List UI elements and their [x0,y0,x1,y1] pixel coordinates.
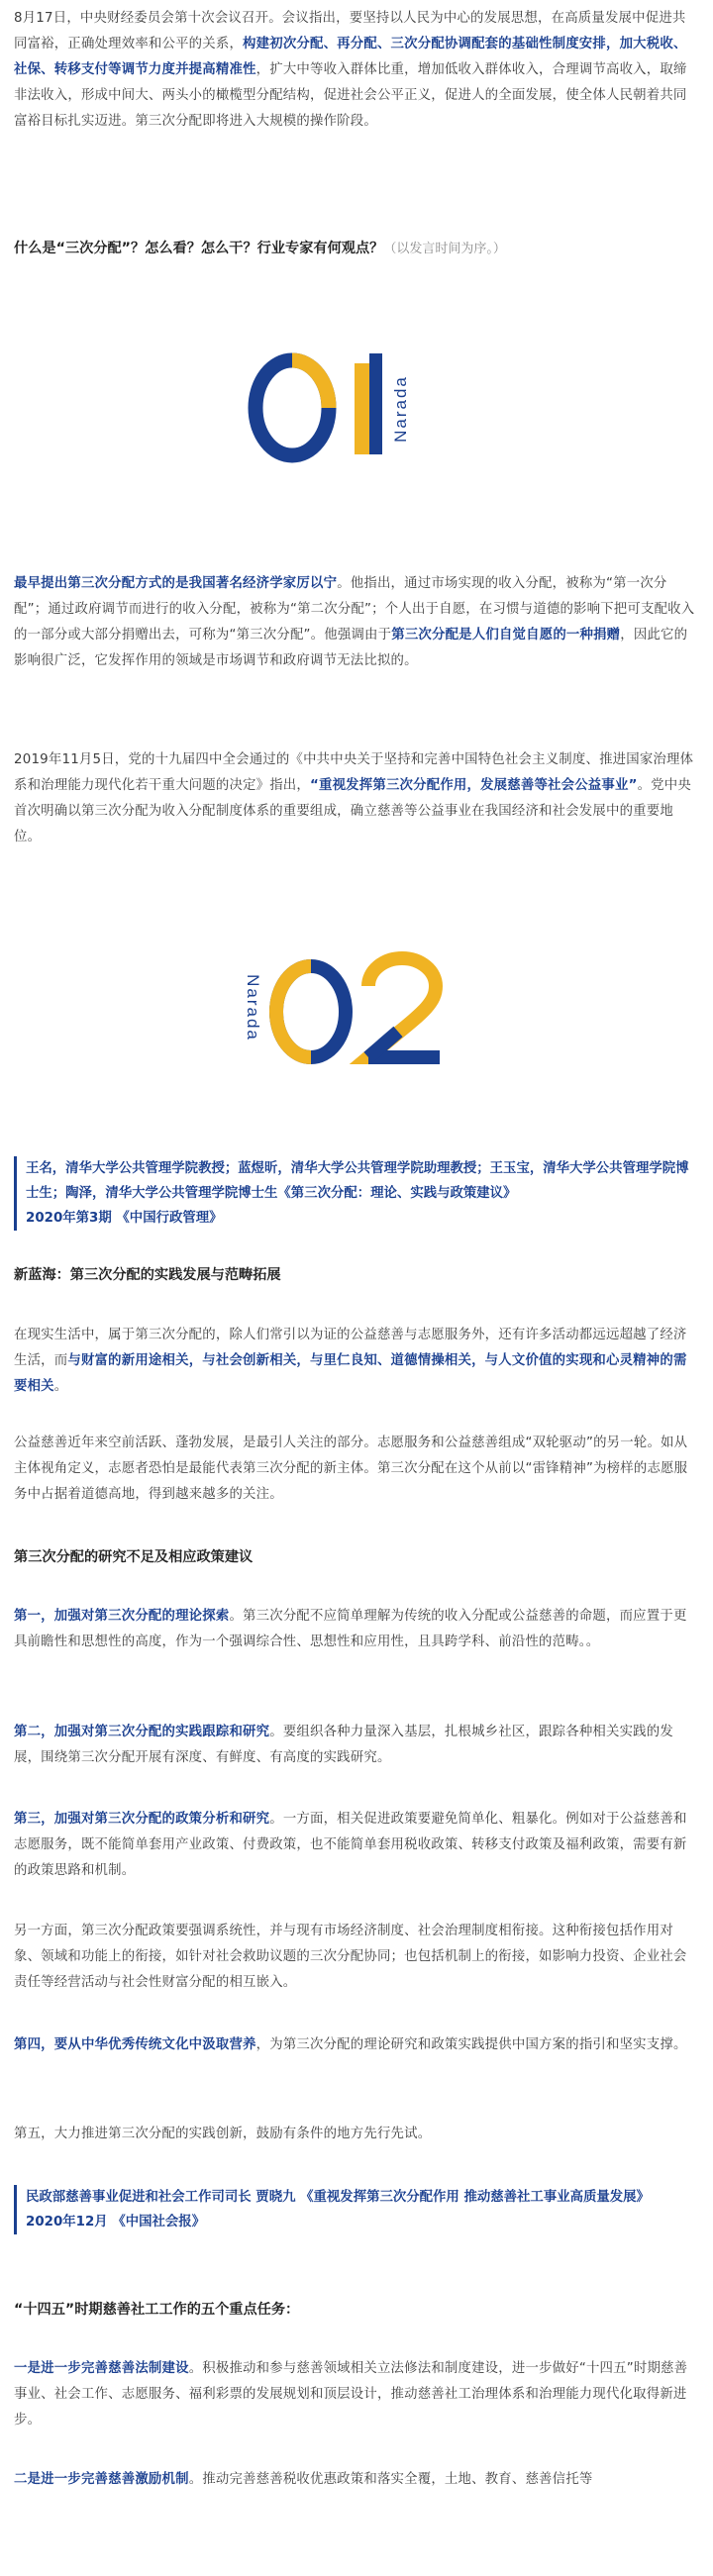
section5-heading: “十四五”时期慈善社工工作的五个重点任务： [14,2302,300,2318]
task-item-2-title: 二是进一步完善慈善激励机制 [14,2472,189,2487]
section-logo-02 [230,948,467,1077]
policy-item-4: 第四，要从中华优秀传统文化中汲取营养，为第三次分配的理论研究和政策实践提供中国方案的指引和坚实支撑。 [14,2037,687,2052]
section-logo-01 [238,342,475,470]
logo-02-brand: Narada [244,974,262,1041]
source-citation-1 [14,1156,697,1231]
source-citation-2-title: 民政部慈善事业促进和社会工作司司长 贾晓九 《重视发挥第三次分配作用 推动慈善社工事业高质量发展》 [26,2190,650,2205]
source-citation-2-publication: 2020年12月 《中国社会报》 [26,2215,206,2229]
source-citation-1-authors: 王名，清华大学公共管理学院教授；蓝煜昕，清华大学公共管理学院助理教授；王玉宝，清华大学公共管理学院博士生；陶泽，清华大学公共管理学院博士生《第三次分配：理论、实践与政策建议》 [26,1161,689,1201]
policy-item-4-title: 第四，要从中华优秀传统文化中汲取营养 [14,2037,256,2052]
policy-item-5: 第五，大力推进第三次分配的实践创新，鼓励有条件的地方先行先试。 [14,2127,432,2141]
policy-paragraph-4: 另一方面，第三次分配政策要强调系统性，并与现有市场经济制度、社会治理制度相衔接。这种衔接包括作用对象、领域和功能上的衔接，如针对社会救助议题的三次分配协同；也包括机制上的衔接，如影响力投资、企业社会责任等经营活动与社会性财富分配的相互嵌入。 [14,1924,687,1990]
task-item-2: 二是进一步完善慈善激励机制。推动完善慈善税收优惠政策和落实全覆，土地、教育、慈善信托等 [14,2472,593,2487]
policy-item-2-title: 第二，加强对第三次分配的实践跟踪和研究 [14,1725,270,1739]
policy-item-1-title: 第一，加强对第三次分配的理论探索 [14,1609,230,1624]
task-item-1-title: 一是进一步完善慈善法制建设 [14,2361,189,2376]
section2-paragraph: 2019年11月5日，党的十九届四中全会通过的《中共中央关于坚持和完善中国特色社会主义制度、推进国家治理体系和治理能力现代化若干重大问题的决定》指出，“重视发挥第三次分配作用，发展慈善等社会公益事业”。党中央首次明确以第三次分配为收入分配制度体系的重要组成，确立慈善等公益事业在我国经济和社会发展中的重要地位。 [14,752,694,844]
policy-item-2: 第二，加强对第三次分配的实践跟踪和研究。要组织各种力量深入基层，扎根城乡社区，跟踪各种相关实践的发展，围绕第三次分配开展有深度、有鲜度、有高度的实践研究。 [14,1725,673,1765]
logo-02-graphic [230,948,467,1077]
source-citation-2 [14,2185,697,2234]
section4-heading: 第三次分配的研究不足及相应政策建议 [14,1549,254,1565]
section3-paragraph-2: 公益慈善近年来空前活跃、蓬勃发展，是最引人关注的部分。志愿服务和公益慈善组成“双轮驱动”的另一轮。如从主体视角定义，志愿者恐怕是最能代表第三次分配的新主体。第三次分配在这个从前以“雷锋精神”为榜样的志愿服务中占据着道德高地，得到越来越多的关注。 [14,1436,688,1502]
section3-paragraph-1: 在现实生活中，属于第三次分配的，除人们常引以为证的公益慈善与志愿服务外，还有许多活动都远远超越了经济生活，而与财富的新用途相关，与社会创新相关，与里仁良知、道德情操相关，与人文价值的实现和心灵精神的需要相关。 [14,1328,687,1394]
logo-01-brand: Narada [391,375,410,443]
section1-paragraph: 最早提出第三次分配方式的是我国著名经济学家厉以宁。他指出，通过市场实现的收入分配，被称为“第一次分配”；通过政府调节而进行的收入分配，被称为“第二次分配”；个人出于自愿，在习惯与道德的影响下把可支配收入的一部分或大部分捐赠出去，可称为“第三次分配”。他强调由于第三次分配是人们自觉自愿的一种捐赠，因此它的影响很广泛，它发挥作用的领域是市场调节和政府调节无法比拟的。 [14,576,695,668]
logo-01-graphic [238,342,475,470]
section1-highlight-2: 第三次分配是人们自觉自愿的一种捐赠 [391,628,621,643]
section2-highlight: “重视发挥第三次分配作用，发展慈善等社会公益事业” [310,778,638,793]
section1-highlight-1: 最早提出第三次分配方式的是我国著名经济学家厉以宁 [14,576,338,591]
intro-highlight: 构建初次分配、再分配、三次分配协调配套的基础性制度安排，加大税收、社保、转移支付等调节力度并提高精准性 [14,37,687,77]
policy-item-1: 第一，加强对第三次分配的理论探索。第三次分配不应简单理解为传统的收入分配或公益慈善的命题，而应置于更具前瞻性和思想性的高度，作为一个强调综合性、思想性和应用性，且具跨学科、前沿性的范畴。。 [14,1609,687,1649]
policy-item-3-title: 第三，加强对第三次分配的政策分析和研究 [14,1812,270,1827]
policy-item-3: 第三，加强对第三次分配的政策分析和研究。一方面，相关促进政策要避免简单化、粗暴化。例如对于公益慈善和志愿服务，既不能简单套用产业政策、付费政策，也不能简单套用税收政策、转移支付政策及福利政策，需要有新的政策思路和机制。 [14,1812,687,1878]
section3-heading: 新蓝海：第三次分配的实践发展与范畴拓展 [14,1267,281,1283]
question-note: （以发言时间为序。） [383,242,506,256]
section3-highlight: 与财富的新用途相关，与社会创新相关，与里仁良知、道德情操相关，与人文价值的实现和心灵精神的需要相关 [14,1353,687,1394]
source-citation-1-journal: 2020年第3期 《中国行政管理》 [26,1211,223,1226]
task-item-1: 一是进一步完善慈善法制建设。积极推动和参与慈善领域相关立法修法和制度建设，进一步做好“十四五”时期慈善事业、社会工作、志愿服务、福利彩票的发展规划和顶层设计，推动慈善社工治理体系和治理能力现代化取得新进步。 [14,2361,688,2427]
intro-paragraph: 8月17日，中央财经委员会第十次会议召开。会议指出，要坚持以人民为中心的发展思想，在高质量发展中促进共同富裕，正确处理效率和公平的关系，构建初次分配、再分配、三次分配协调配套的基础性制度安排，加大税收、社保、转移支付等调节力度并提高精准性，扩大中等收入群体比重，增加低收入群体收入，合理调节高收入，取缔非法收入，形成中间大、两头小的橄榄型分配结构，促进社会公平正义，促进人的全面发展，使全体人民朝着共同富裕目标扎实迈进。第三次分配即将进入大规模的操作阶段。 [14,11,687,129]
question-heading: 什么是“三次分配”？怎么看？怎么干？行业专家有何观点？（以发言时间为序。） [14,241,506,256]
